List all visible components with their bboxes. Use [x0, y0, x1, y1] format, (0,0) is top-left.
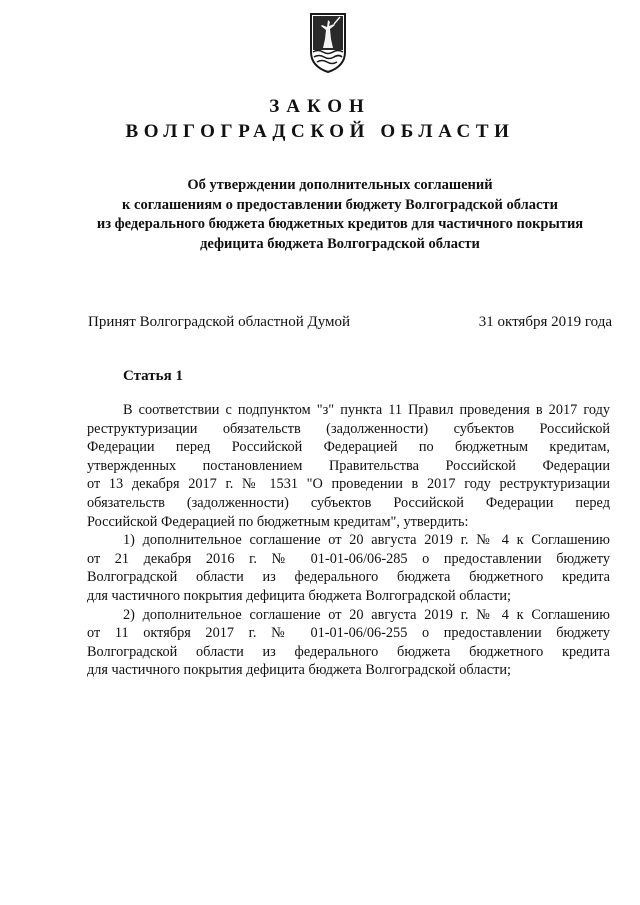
body-line: Федерации перед Российской Федерацией по бюджетным кредитам, — [87, 439, 610, 456]
list-item-2-line: Волгоградской области из федерального бюджета бюджетного кредита — [87, 643, 610, 660]
list-item-1-line: Волгоградской области из федерального бюджета бюджетного кредита — [87, 569, 610, 586]
law-region-title: ВОЛГОГРАДСКОЙ ОБЛАСТИ — [125, 121, 515, 142]
subject-line: из федерального бюджета бюджетных кредитов для частичного покрытия — [96, 216, 584, 232]
article-heading: Статья 1 — [123, 368, 183, 384]
subject-line: дефицита бюджета Волгоградской области — [200, 235, 480, 252]
list-item-1-line: 1) дополнительное соглашение от 20 августа 2019 г. № 4 к Соглашению — [123, 532, 610, 549]
body-line: Российской Федерацией по бюджетным кредитам", утвердить: — [87, 513, 469, 530]
adoption-date: 31 октября 2019 года — [478, 314, 612, 330]
list-item-2-line: 2) дополнительное соглашение от 20 августа 2019 г. № 4 к Соглашению — [123, 606, 610, 623]
list-item-2-line: от 11 октября 2017 г. № 01-01-06/06-255 о предоставлении бюджету — [87, 625, 610, 642]
coat-of-arms-icon — [308, 12, 348, 74]
adopted-by-text: Принят Волгоградской областной Думой — [88, 314, 351, 330]
body-line: реструктуризации обязательств (задолженности) субъектов Российской — [87, 420, 610, 437]
article-body — [87, 401, 610, 680]
body-line: утвержденных постановлением Правительства Российской Федерации — [87, 457, 610, 474]
body-line: В соответствии с подпунктом "з" пункта 11 Правил проведения в 2017 году — [123, 402, 610, 418]
list-item-1-line: для частичного покрытия дефицита бюджета Волгоградской области; — [87, 587, 511, 604]
subject-line: Об утверждении дополнительных соглашений — [187, 177, 493, 193]
list-item-2-line: для частичного покрытия дефицита бюджета Волгоградской области; — [87, 662, 511, 679]
subject-line: к соглашениям о предоставлении бюджету Волгоградской области — [122, 196, 558, 213]
body-line: обязательств (задолженности) субъектов Российской Федерации перед — [87, 494, 610, 511]
body-line: от 13 декабря 2017 г. № 1531 "О проведении в 2017 году реструктуризации — [87, 476, 610, 493]
law-title: ЗАКОН — [269, 96, 371, 117]
law-subject — [60, 176, 620, 254]
list-item-1-line: от 21 декабря 2016 г. № 01-01-06/06-285 о предоставлении бюджету — [87, 550, 610, 567]
